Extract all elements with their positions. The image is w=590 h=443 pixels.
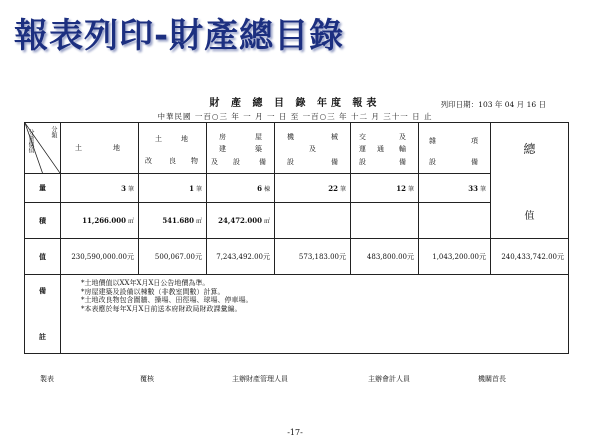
cell-quantity-transport: 12 筆 bbox=[351, 174, 419, 203]
signature-accountant: 主辦會計人員 bbox=[368, 375, 410, 383]
page-number: -17- bbox=[287, 428, 303, 437]
quantity-row bbox=[25, 174, 569, 203]
signature-row bbox=[40, 374, 560, 384]
cell-quantity-land: 3 筆 bbox=[61, 174, 139, 203]
note-line: *本表應於每年X月X日前送本府財政局財政課彙編。 bbox=[81, 304, 242, 313]
report-period: 中華民國 一百○三 年 一 月 一 日 至 一百○三 年 十二 月 三十一 日 止 bbox=[157, 112, 433, 121]
print-date: 列印日期：103 年 04 月 16 日 bbox=[440, 100, 546, 109]
header-misc: 雜 項 設 備 bbox=[419, 123, 491, 174]
header-total: 總 值 bbox=[491, 123, 569, 239]
row-label-area: 積 bbox=[25, 203, 61, 239]
note-line: *房屋建築及設備以棟數（非教室間數）計算。 bbox=[81, 287, 225, 296]
cell-area-land-improvement: 541.680 ㎡ bbox=[139, 203, 207, 239]
cell-value-buildings: 7,243,492.00元 bbox=[207, 239, 275, 275]
signature-preparer: 製表 bbox=[40, 375, 54, 383]
header-row bbox=[25, 123, 569, 174]
row-label-quantity: 量 bbox=[25, 174, 61, 203]
signature-reviewer: 覆核 bbox=[140, 375, 154, 383]
asset-summary-table bbox=[24, 122, 569, 354]
slide-title: 報表列印-財產總目錄 bbox=[14, 16, 345, 56]
notes-content bbox=[61, 275, 569, 354]
cell-value-machinery: 573,183.00元 bbox=[275, 239, 351, 275]
corner-category: 分類 bbox=[50, 126, 57, 138]
corner-cell bbox=[25, 123, 61, 174]
cell-quantity-machinery: 22 筆 bbox=[275, 174, 351, 203]
header-land-improvement: 土 地 改 良 物 bbox=[139, 123, 207, 174]
corner-quantity-value: 分量價值 bbox=[27, 129, 34, 153]
value-row bbox=[25, 239, 569, 275]
cell-area-machinery bbox=[275, 203, 351, 239]
cell-quantity-misc: 33 筆 bbox=[419, 174, 491, 203]
header-buildings: 房 屋 建 築 及 設 備 bbox=[207, 123, 275, 174]
cell-area-misc bbox=[419, 203, 491, 239]
header-land: 土 地 bbox=[61, 123, 139, 174]
cell-area-buildings: 24,472.000 ㎡ bbox=[207, 203, 275, 239]
cell-area-transport bbox=[351, 203, 419, 239]
note-line: *土地改良物包含圍牆、操場、田徑場、球場、停車場。 bbox=[81, 296, 253, 305]
signature-property-manager: 主辦財產管理人員 bbox=[232, 375, 288, 383]
cell-value-land: 230,590,000.00元 bbox=[61, 239, 139, 275]
row-label-value: 值 bbox=[25, 239, 61, 275]
note-line: *土地價值以XX年X月X日公告地價為準。 bbox=[81, 279, 210, 287]
header-machinery: 機 械 及 設 備 bbox=[275, 123, 351, 174]
cell-value-misc: 1,043,200.00元 bbox=[419, 239, 491, 275]
cell-quantity-buildings: 6 棟 bbox=[207, 174, 275, 203]
row-label-notes: 備 註 bbox=[25, 275, 61, 354]
area-row bbox=[25, 203, 569, 239]
cell-area-land: 11,266.000 ㎡ bbox=[61, 203, 139, 239]
report-title: 財 產 總 目 錄 年度 報表 bbox=[209, 98, 381, 109]
signature-agency-head: 機關首長 bbox=[478, 375, 506, 383]
cell-value-land-improvement: 500,067.00元 bbox=[139, 239, 207, 275]
notes-row bbox=[25, 275, 569, 354]
cell-quantity-land-improvement: 1 筆 bbox=[139, 174, 207, 203]
header-transport: 交 及 通 輸 設 備 運 bbox=[351, 123, 419, 174]
cell-value-transport: 483,800.00元 bbox=[351, 239, 419, 275]
cell-value-total: 240,433,742.00元 bbox=[491, 239, 569, 275]
